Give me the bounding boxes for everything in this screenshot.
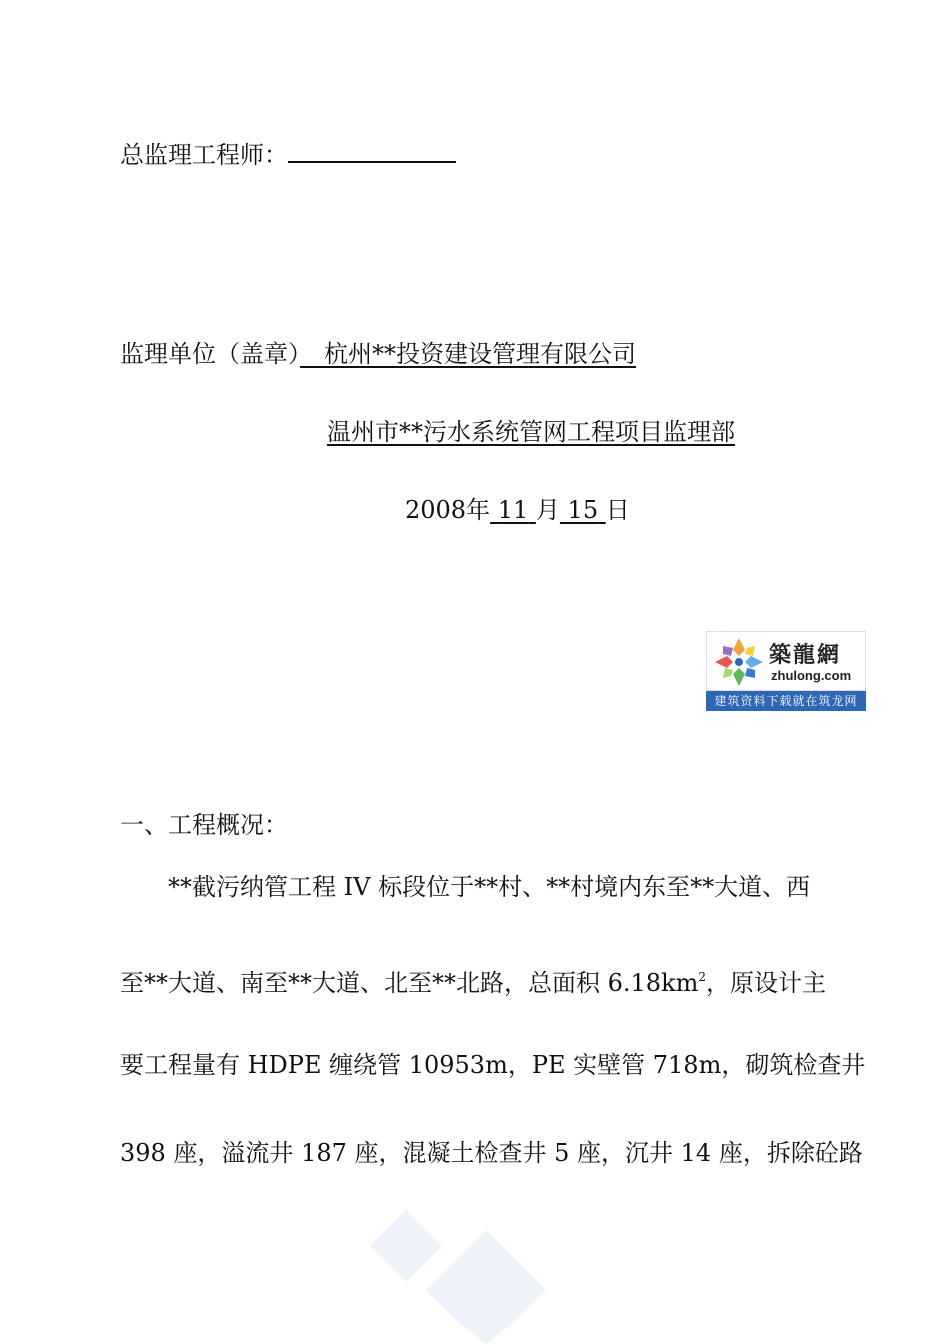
date-month-unit: 月	[535, 496, 560, 524]
supervision-unit-line	[120, 339, 636, 369]
date-line	[405, 495, 630, 525]
date-day-unit: 日	[605, 496, 630, 524]
signature-blank	[288, 141, 456, 163]
paragraph-line-2: 至**大道、南至**大道、北至**北路，总面积 $6.18km^2$，原设计主	[120, 969, 827, 997]
chief-engineer-label: 总监理工程师：	[120, 141, 288, 169]
supervision-label: 监理单位（盖章）	[120, 340, 300, 368]
department-line	[327, 417, 735, 447]
chief-engineer-line	[120, 140, 456, 170]
paragraph-line-1: **截污纳管工程 IV 标段位于**村、**村境内东至**大道、西	[168, 873, 811, 901]
logo-domain: zhulong.com	[771, 668, 852, 683]
date-year: 2008	[405, 496, 467, 524]
logo-emblem-icon	[711, 634, 767, 690]
logo-chinese-name: 築龍網	[769, 643, 842, 668]
watermark-emblem-icon	[370, 1210, 570, 1344]
date-year-unit: 年	[466, 496, 491, 524]
paragraph-line-4: 398 座，溢流井 187 座，混凝土检查井 5 座，沉井 14 座，拆除砼路	[120, 1139, 863, 1167]
logo-panel	[706, 631, 866, 691]
project-overview-paragraph	[120, 872, 868, 1202]
supervision-company: 杭州**投资建设管理有限公司	[300, 340, 636, 368]
superscript-2: 2	[698, 970, 707, 984]
logo-slogan: 建筑资料下载就在筑龙网	[706, 691, 866, 711]
zhulong-logo	[706, 631, 866, 711]
paragraph-line-3: 要工程量有 HDPE 缠绕管 10953m，PE 实壁管 718m，砌筑检查井	[120, 1051, 866, 1079]
section-heading: 一、工程概况：	[120, 811, 288, 839]
date-month: 11	[497, 496, 529, 524]
supervision-department: 温州市**污水系统管网工程项目监理部	[327, 418, 735, 446]
date-day: 15	[567, 496, 599, 524]
